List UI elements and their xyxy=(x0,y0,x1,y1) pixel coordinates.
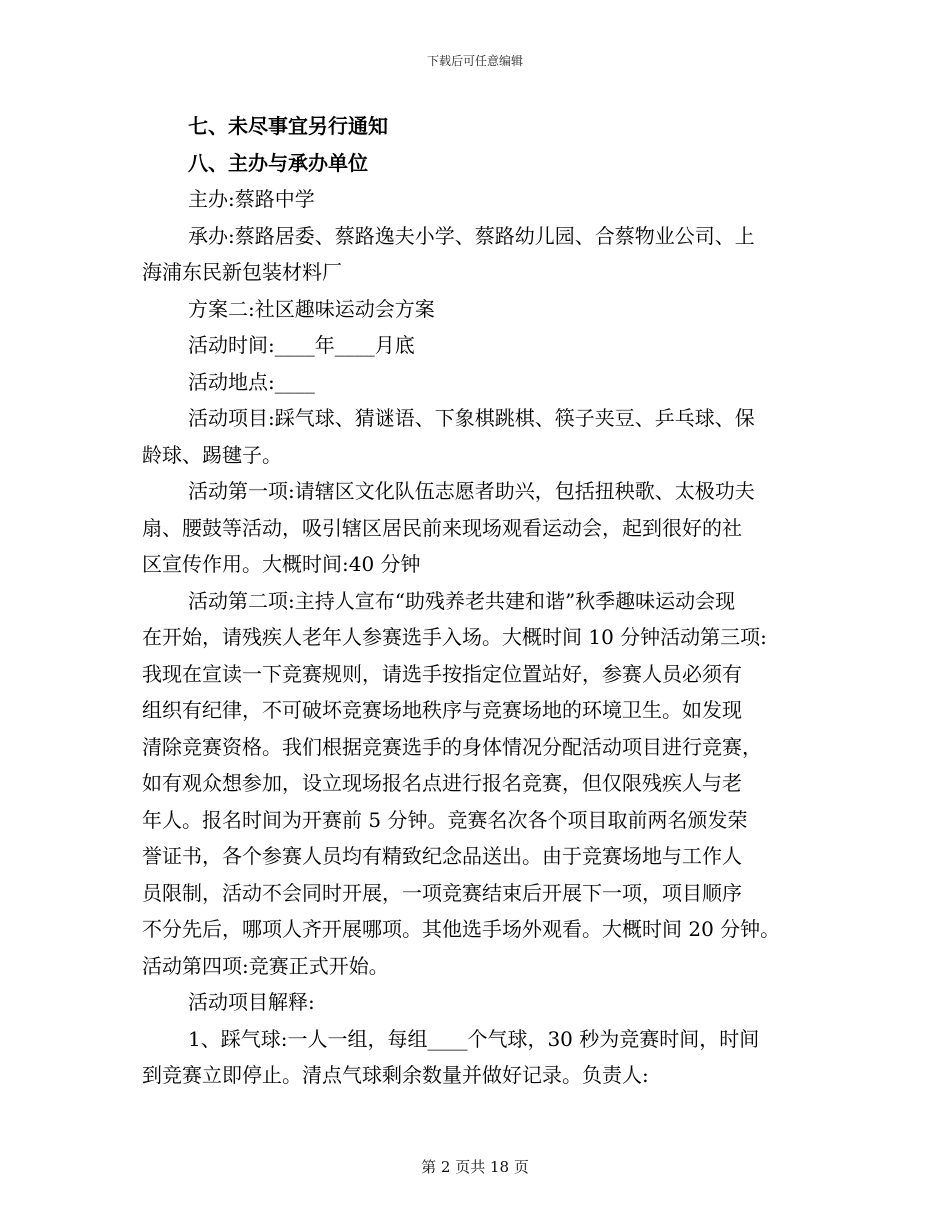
body-line: 承办:蔡路居委、蔡路逸夫小学、蔡路幼儿园、合蔡物业公司、上 xyxy=(188,223,755,248)
body-line: 我现在宣读一下竞赛规则，请选手按指定位置站好，参赛人员必须有 xyxy=(142,661,742,686)
body-line: 活动地点:____ xyxy=(188,369,315,394)
body-line: 海浦东民新包装材料厂 xyxy=(142,260,342,284)
body-line: 主办:蔡路中学 xyxy=(188,187,315,211)
body-line: 年人。报名时间为开赛前 5 分钟。竞赛名次各个项目取前两名颁发荣 xyxy=(142,807,748,832)
body-line: 不分先后，哪项人齐开展哪项。其他选手场外观看。大概时间 20 分钟。 xyxy=(142,917,781,941)
body-line: 员限制，活动不会同时开展，一项竞赛结束后开展下一项，项目顺序 xyxy=(142,880,742,905)
body-line: 七、未尽事宜另行通知 xyxy=(188,114,388,138)
body-line: 区宣传作用。大概时间:40 分钟 xyxy=(142,552,421,576)
body-line: 活动第二项:主持人宣布“助残养老共建和谐”秋季趣味运动会现 xyxy=(188,588,736,613)
body-line: 到竞赛立即停止。清点气球剩余数量并做好记录。负责人: xyxy=(142,1063,649,1087)
body-line: 八、主办与承办单位 xyxy=(188,150,368,175)
body-line: 活动第一项:请辖区文化队伍志愿者助兴，包括扭秧歌、太极功夫 xyxy=(188,479,755,503)
document-body xyxy=(142,108,812,1094)
body-line: 扇、腰鼓等活动，吸引辖区居民前来现场观看运动会，起到很好的社 xyxy=(142,515,742,540)
body-line: 活动项目解释: xyxy=(188,990,315,1014)
body-line: 活动时间:____年____月底 xyxy=(188,333,415,357)
body-line: 誉证书，各个参赛人员均有精致纪念品送出。由于竞赛场地与工作人 xyxy=(142,844,742,868)
page-header: 下载后可任意编辑 xyxy=(426,54,523,68)
body-line: 方案二:社区趣味运动会方案 xyxy=(188,296,435,321)
body-line: 如有观众想参加，设立现场报名点进行报名竞赛，但仅限残疾人与老 xyxy=(142,771,742,795)
body-line: 组织有纪律，不可破坏竞赛场地秩序与竞赛场地的环境卫生。如发现 xyxy=(142,698,742,722)
body-line: 活动项目:踩气球、猜谜语、下象棋跳棋、筷子夹豆、乒乓球、保 xyxy=(188,406,755,430)
body-line: 清除竞赛资格。我们根据竞赛选手的身体情况分配活动项目进行竞赛， xyxy=(142,734,762,759)
body-line: 在开始，请残疾人老年人参赛选手入场。大概时间 10 分钟活动第三项: xyxy=(142,625,767,649)
body-line: 龄球、踢毽子。 xyxy=(142,442,282,467)
page-footer: 第 2 页共 18 页 xyxy=(421,1158,529,1176)
body-line: 1、踩气球:一人一组，每组____个气球，30 秒为竞赛时间，时间 xyxy=(188,1026,760,1051)
body-line: 活动第四项:竞赛正式开始。 xyxy=(142,953,389,978)
